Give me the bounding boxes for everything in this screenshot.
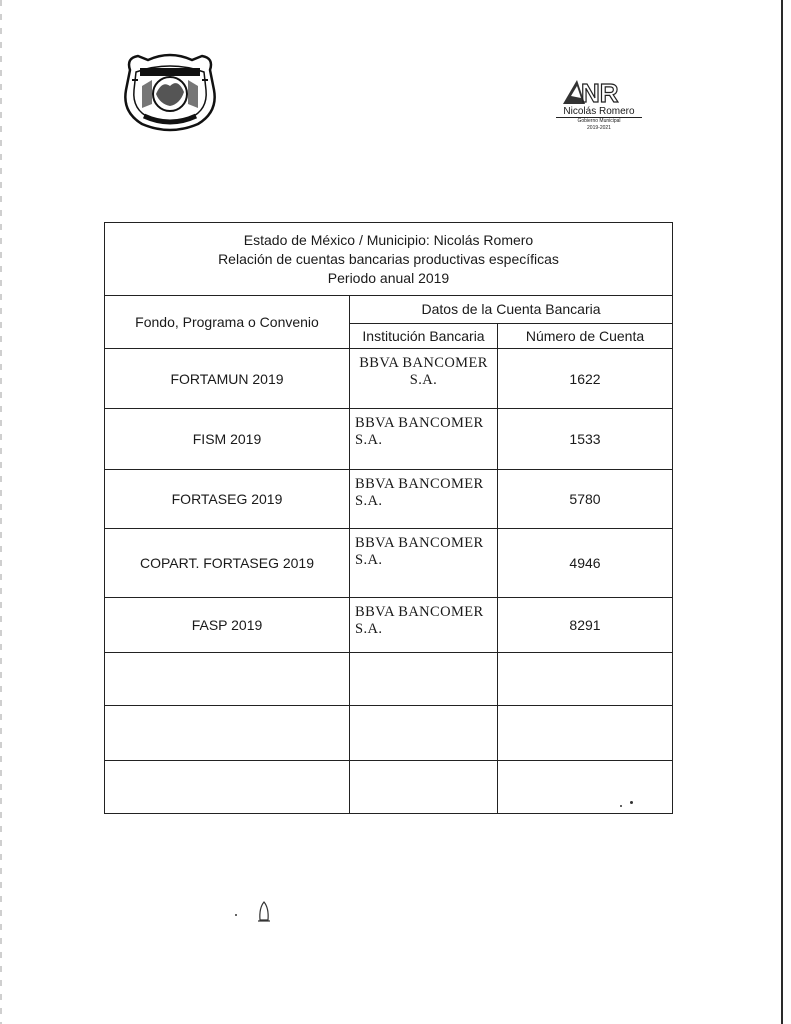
municipal-subtitle: Gobierno Municipal bbox=[577, 118, 621, 124]
cell-numero: 8291 bbox=[498, 598, 673, 653]
banco-line-2: S.A. bbox=[409, 372, 438, 388]
table-row-empty bbox=[105, 761, 673, 814]
municipal-name: Nicolás Romero bbox=[556, 106, 642, 118]
banco-line-1: BBVA BANCOMER bbox=[355, 415, 484, 431]
cell-fondo: COPART. FORTASEG 2019 bbox=[105, 529, 350, 598]
cell-numero: 4946 bbox=[498, 529, 673, 598]
banco-line-2: S.A. bbox=[355, 621, 383, 637]
cell-fondo: FORTASEG 2019 bbox=[105, 470, 350, 529]
empty-cell bbox=[350, 761, 498, 814]
cell-banco bbox=[350, 470, 498, 529]
banco-line-1: BBVA BANCOMER bbox=[359, 355, 488, 371]
title-line-3: Periodo anual 2019 bbox=[327, 269, 450, 286]
table-row bbox=[105, 349, 673, 409]
scan-left-edge bbox=[0, 0, 2, 1024]
table-row-empty bbox=[105, 706, 673, 761]
cell-fondo: FASP 2019 bbox=[105, 598, 350, 653]
bank-accounts-table bbox=[104, 222, 673, 814]
empty-cell bbox=[498, 706, 673, 761]
banco-line-2: S.A. bbox=[355, 552, 383, 568]
header-fondo: Fondo, Programa o Convenio bbox=[105, 296, 350, 349]
banco-line-1: BBVA BANCOMER bbox=[355, 476, 484, 492]
cell-numero: 1533 bbox=[498, 409, 673, 470]
header-institucion: Institución Bancaria bbox=[350, 323, 498, 348]
header-datos-cuenta: Datos de la Cuenta Bancaria bbox=[350, 296, 673, 324]
scan-speck bbox=[630, 801, 633, 804]
scan-page-edge bbox=[781, 0, 783, 1024]
table-row bbox=[105, 598, 673, 653]
table-row bbox=[105, 529, 673, 598]
header-numero: Número de Cuenta bbox=[498, 323, 673, 348]
cell-banco bbox=[350, 598, 498, 653]
scan-speck bbox=[620, 805, 622, 807]
empty-cell bbox=[105, 761, 350, 814]
cell-fondo: FORTAMUN 2019 bbox=[105, 349, 350, 409]
empty-cell bbox=[498, 653, 673, 706]
cell-banco bbox=[350, 409, 498, 470]
cell-banco bbox=[350, 529, 498, 598]
empty-cell bbox=[105, 653, 350, 706]
title-line-2: Relación de cuentas bancarias productivas específicas bbox=[218, 250, 559, 267]
cell-banco bbox=[350, 349, 498, 409]
table-title-row bbox=[105, 223, 673, 296]
title-line-1: Estado de México / Municipio: Nicolás Romero bbox=[243, 231, 534, 248]
empty-cell bbox=[350, 706, 498, 761]
cell-fondo: FISM 2019 bbox=[105, 409, 350, 470]
table-row bbox=[105, 409, 673, 470]
table-row bbox=[105, 470, 673, 529]
state-seal-icon bbox=[118, 50, 222, 132]
banco-line-1: BBVA BANCOMER bbox=[355, 604, 484, 620]
table-title bbox=[105, 223, 673, 296]
municipal-mark: NR bbox=[581, 78, 619, 108]
cell-numero: 5780 bbox=[498, 470, 673, 529]
empty-cell bbox=[105, 706, 350, 761]
empty-cell bbox=[350, 653, 498, 706]
empty-cell bbox=[498, 761, 673, 814]
banco-line-2: S.A. bbox=[355, 432, 383, 448]
table-row-empty bbox=[105, 653, 673, 706]
scribble-mark-icon bbox=[256, 898, 272, 924]
banco-line-2: S.A. bbox=[355, 493, 383, 509]
cell-numero: 1622 bbox=[498, 349, 673, 409]
scan-speck bbox=[235, 914, 237, 916]
municipal-years: 2019-2021 bbox=[587, 125, 611, 131]
banco-line-1: BBVA BANCOMER bbox=[355, 535, 484, 551]
